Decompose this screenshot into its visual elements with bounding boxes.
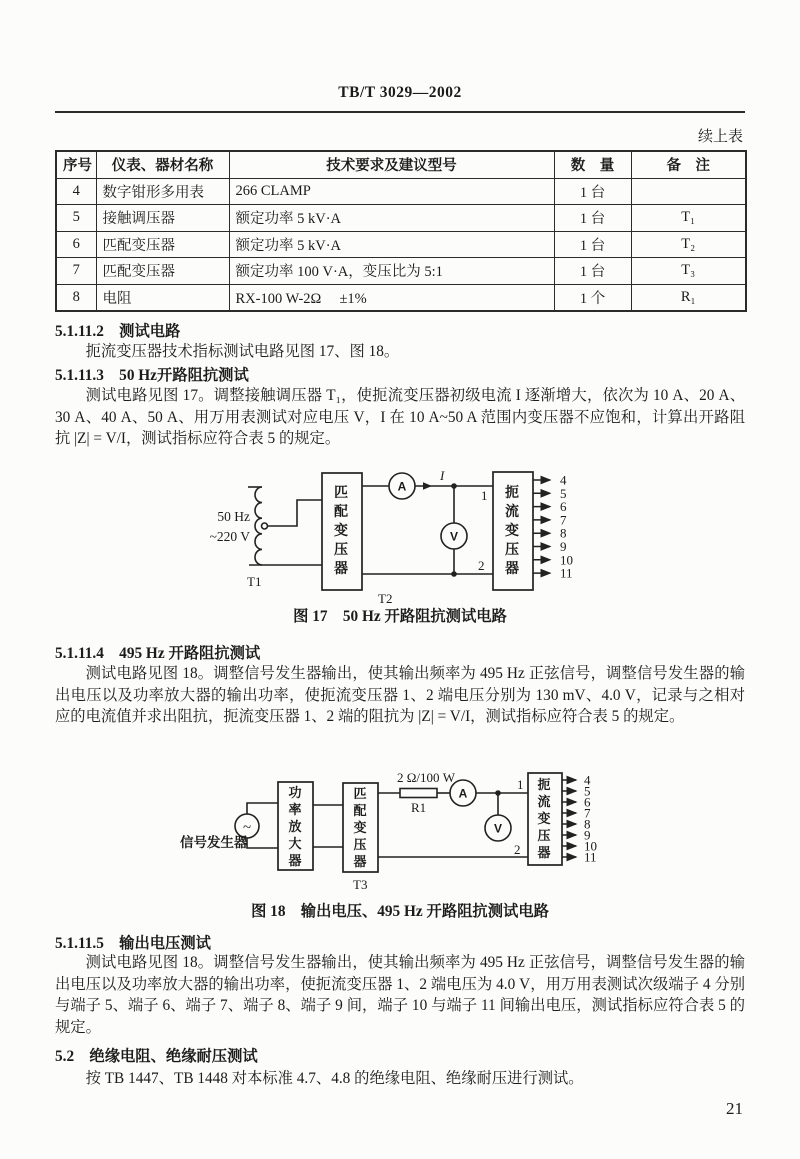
power-amplifier-label: 功率放大器 [288,785,302,868]
table-row [56,178,746,205]
cell-name: 数字钳形多用表 [96,178,229,205]
cell-note [631,178,746,205]
cell-qty: 1 台 [554,231,631,258]
terminal-2-label: 2 [514,842,521,857]
cell-spec: 266 CLAMP [229,178,554,205]
voltmeter-letter: V [493,821,503,836]
terminal-label: 5 [560,485,567,501]
section-heading-5-1-11-4: 5.1.11.4 495 Hz 开路阻抗测试 [55,645,261,662]
col-header-qty: 数 量 [554,151,631,178]
section-body-5-1-11-3: 测试电路见图 17。调整接触调压器 T₁，使扼流变压器初级电流 I 逐渐增大，依次为 10 A、20 A、30 A、40 A、50 A、用万用表测试对应电压 V，I 在 10 A~50 A 范围内变压器不应饱和，计算出开路阻抗 |Z| = V/I，测试指标应符合表 5 的规定。 [55,387,745,448]
cell-note: T₂ [631,231,746,258]
cell-spec: RX-100 W-2Ω ±1% [229,284,554,311]
choke-transformer-label: 扼流变压器 [537,777,551,860]
terminal-label: 6 [584,794,591,810]
source-freq-label: 50 Hz [217,509,250,524]
table-row [56,205,746,232]
col-header-note: 备 注 [631,151,746,178]
cell-note: T₃ [631,258,746,285]
col-header-name: 仪表、器材名称 [96,151,229,178]
terminal-label: 8 [584,816,591,832]
cell-name: 接触调压器 [96,205,229,232]
col-header-no: 序号 [56,151,96,178]
cell-no: 7 [56,258,96,285]
voltmeter-letter: V [449,529,459,544]
terminal-label: 5 [584,783,591,799]
terminal-label: 6 [560,499,567,515]
continued-table-label: 续上表 [697,129,743,145]
col-header-spec: 技术要求及建议型号 [229,151,554,178]
cell-name: 匹配变压器 [96,231,229,258]
figure-18-svg [150,768,650,896]
cell-note: T₁ [631,205,746,232]
terminal-label: 7 [560,512,567,528]
cell-qty: 1 台 [554,258,631,285]
terminal-label: 9 [584,827,591,843]
terminal-label: 10 [584,838,597,854]
figure-17-circuit-diagram [150,458,650,608]
resistor-ref-label: R1 [411,800,427,815]
cell-note: R₁ [631,284,746,311]
cell-spec: 额定功率 100 V·A，变压比为 5:1 [229,258,554,285]
matching-transformer-label: 匹配变压器 [334,486,348,577]
source-voltage-label: ~220 V [209,529,250,544]
resistor-icon [400,789,437,798]
section-body-5-2: 按 TB 1447、TB 1448 对本标准 4.7、4.8 的绝缘电阻、绝缘耐压进行测试。 [85,1070,584,1087]
section-body-5-1-11-4: 测试电路见图 18。调整信号发生器输出，使其输出频率为 495 Hz 正弦信号，调整信号发生器的输出电压以及功率放大器的输出功率，使扼流变压器 1、2 端电压分别为 130 mV、4.0 V，记录与之相对应的电流值并求出阻抗，扼流变压器 1、2 端的阻抗为 |Z| = V/I，测试指标应符合表 5 的规定。 [55,665,745,726]
cell-name: 电阻 [96,284,229,311]
terminal-label: 8 [560,525,567,541]
section-heading-5-2: 5.2 绝缘电阻、绝缘耐压测试 [55,1048,258,1065]
terminal-label: 9 [560,539,567,554]
choke-terminals [533,480,550,573]
cell-spec: 额定功率 5 kV·A [229,231,554,258]
terminal-2-label: 2 [478,558,485,573]
cell-no: 4 [56,178,96,205]
section-heading-5-1-11-5: 5.1.11.5 输出电压测试 [55,935,211,952]
header-rule [55,111,745,113]
generator-symbol: ~ [242,820,252,836]
section-body-5-1-11-5: 测试电路见图 18。调整信号发生器输出，使其输出频率为 495 Hz 正弦信号，调整信号发生器的输出电压以及功率放大器的输出功率，使扼流变压器 1、2 端电压为 4.0 V，用万用表测试次级端子 4 分别与端子 5、端子 6、端子 7、端子 8、端子 9 间，端子 10 与端子 11 间输出电压，测试指标应符合表 5 的规定。 [55,954,745,1037]
terminal-label: 4 [584,772,591,788]
table-header-row [56,151,746,178]
t3-label: T3 [353,877,368,892]
table-row [56,284,746,311]
cell-qty: 1 个 [554,284,631,311]
variac-icon [248,487,322,565]
section-heading-5-1-11-3: 5.1.11.3 50 Hz开路阻抗测试 [55,367,249,384]
ammeter-letter: A [458,786,468,801]
choke-transformer-label: 扼流变压器 [505,486,519,577]
ammeter-letter: A [397,479,407,494]
cell-spec: 额定功率 5 kV·A [229,205,554,232]
terminal-1-label: 1 [517,777,524,792]
section-body-5-1-11-2: 扼流变压器技术指标测试电路见图 17、图 18。 [85,343,400,360]
figure-17-caption: 图 17 50 Hz 开路阻抗测试电路 [293,608,507,625]
t1-label: T1 [247,574,262,589]
figure-18-caption: 图 18 输出电压、495 Hz 开路阻抗测试电路 [251,903,549,920]
terminal-label: 7 [584,805,591,821]
table-row [56,231,746,258]
figure-18-circuit-diagram [150,768,650,896]
terminal-1-label: 1 [481,488,488,503]
header-title: TB/T 3029—2002 [338,84,462,101]
cell-no: 5 [56,205,96,232]
terminal-label: 10 [560,552,573,568]
cell-qty: 1 台 [554,205,631,232]
terminal-label: 11 [584,849,597,865]
cell-name: 匹配变压器 [96,258,229,285]
signal-generator-label: 信号发生器 [180,835,248,850]
terminal-label: 4 [560,472,567,488]
section-heading-5-1-11-2: 5.1.11.2 测试电路 [55,323,181,340]
page-number: 21 [726,1099,743,1118]
choke-terminals [562,780,576,857]
cell-no: 8 [56,284,96,311]
figure-17-svg [150,458,650,608]
cell-qty: 1 台 [554,178,631,205]
equipment-table [55,150,747,312]
current-label: I [440,468,445,483]
t2-label: T2 [378,591,393,606]
cell-no: 6 [56,231,96,258]
current-arrow-icon [423,482,432,490]
resistor-value-label: 2 Ω/100 W [397,770,456,785]
table-row [56,258,746,285]
terminal-label: 11 [560,565,573,581]
matching-transformer-label: 匹配变压器 [353,786,367,869]
